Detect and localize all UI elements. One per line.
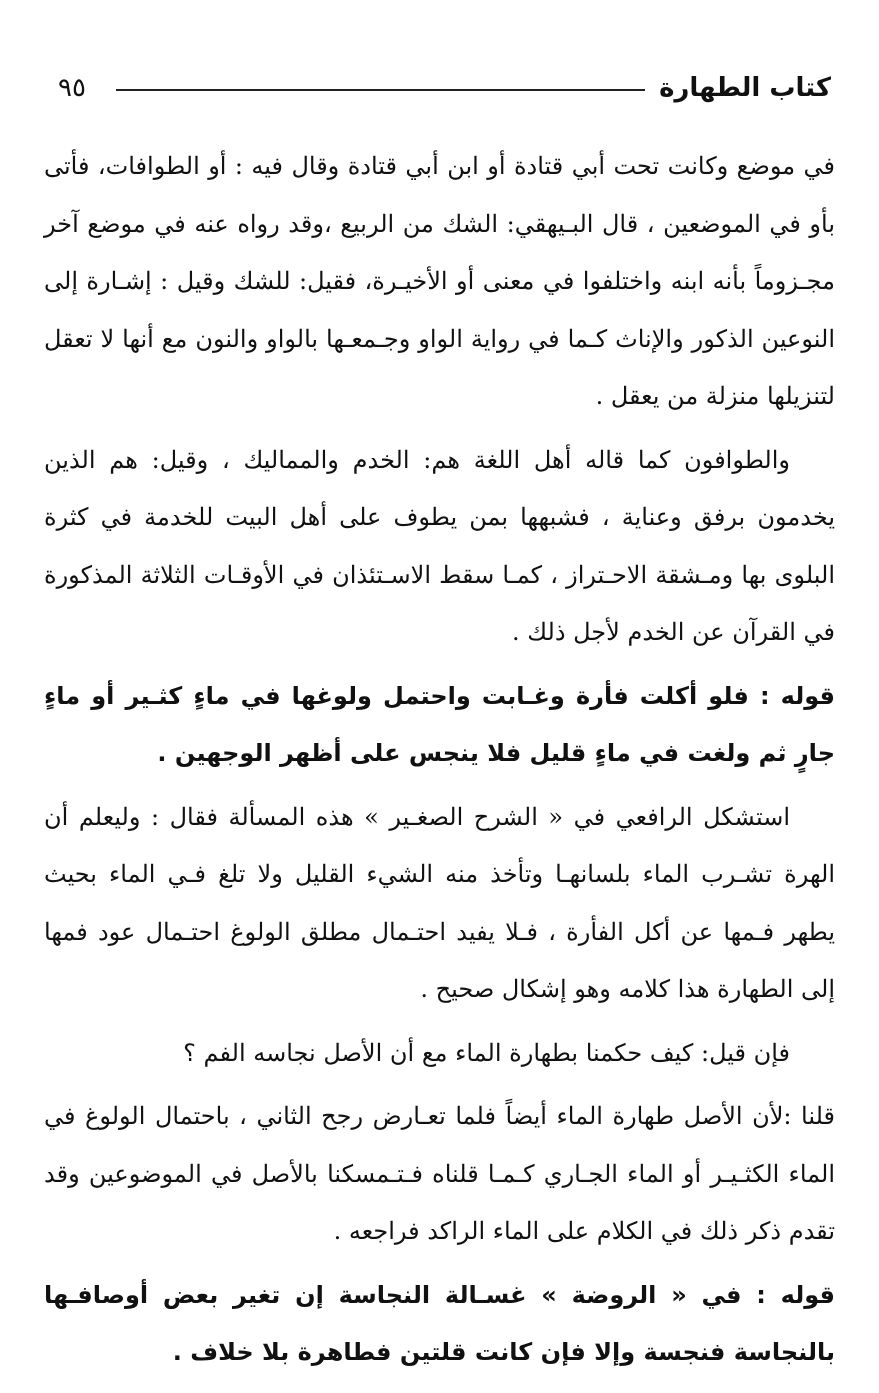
quote-paragraph-2: قوله : في « الروضة » غسـالة النجاسة إن تغير بعض أوصافـها بالنجاسة فنجسة وإلا فإن كانت قلتين فطاهرة بلا خلاف . — [44, 1280, 835, 1366]
paragraph-1: في موضع وكانت تحت أبي قتادة أو ابن أبي قتادة وقال فيه : أو الطوافات، فأتى بأو في الموضعين ، قال البـيهقي: الشك من الربيع ،وقد رواه عنه في موضع آخر مجـزوماً بأنه ابنه واختلفوا في معنى أو الأخيـرة، فقيل: للشك وقيل : إشـارة إلى النوعين الذكور والإناث كـما في رواية الواو وجـمعـها بالواو والنون مع أنها لا تعقل لتنزيلها منزلة من يعقل . — [44, 152, 836, 410]
header-rule — [116, 89, 645, 91]
body-text — [44, 138, 835, 1388]
quote-paragraph-1: قوله : فلو أكلت فأرة وغـابت واحتمل ولوغها في ماءٍ كثـير أو ماءٍ جارٍ ثم ولغت في ماءٍ قليل فلا ينجس على أظهر الوجهين . — [44, 681, 835, 767]
page-header — [58, 66, 831, 110]
running-title: كتاب الطهارة — [659, 73, 831, 103]
paragraph-4: فإن قيل: كيف حكمنا بطهارة الماء مع أن الأصل نجاسه الفم ؟ — [183, 1038, 790, 1067]
paragraph-2: والطوافون كما قاله أهل اللغة هم: الخدم والمماليك ، وقيل: هم الذين يخدمون برفق وعناية ، فشبهها بمن يطوف على أهل البيت للخدمة في كثرة البلوى بها ومـشقة الاحـتراز ، كمـا سقط الاسـتئذان في الأوقـات الثلاثة المذكورة في القرآن عن الخدم لأجل ذلك . — [44, 445, 835, 646]
paragraph-3: استشكل الرافعي في « الشرح الصغـير » هذه المسألة فقال : وليعلم أن الهرة تشـرب الماء بلسانهـا وتأخذ منه الشيء القليل ولا تلغ فـي الماء بحيث يطهر فـمها عن أكل الفأرة ، فـلا يفيد احتـمال مطلق الولوغ احتـمال عود فمها إلى الطهارة هذا كلامه وهو إشكال صحيح . — [44, 802, 835, 1003]
paragraph-5: قلنا :لأن الأصل طهارة الماء أيضاً فلما تعـارض رجح الثاني ، باحتمال الولوغ في الماء الكثـيـر أو الماء الجـاري كـمـا قلناه فـتـمسكنا بالأصل في الموضوعين وقد تقدم ذكر ذلك في الكلام على الماء الراكد فراجعه . — [44, 1102, 835, 1245]
page-number: ٩٥ — [58, 73, 86, 103]
